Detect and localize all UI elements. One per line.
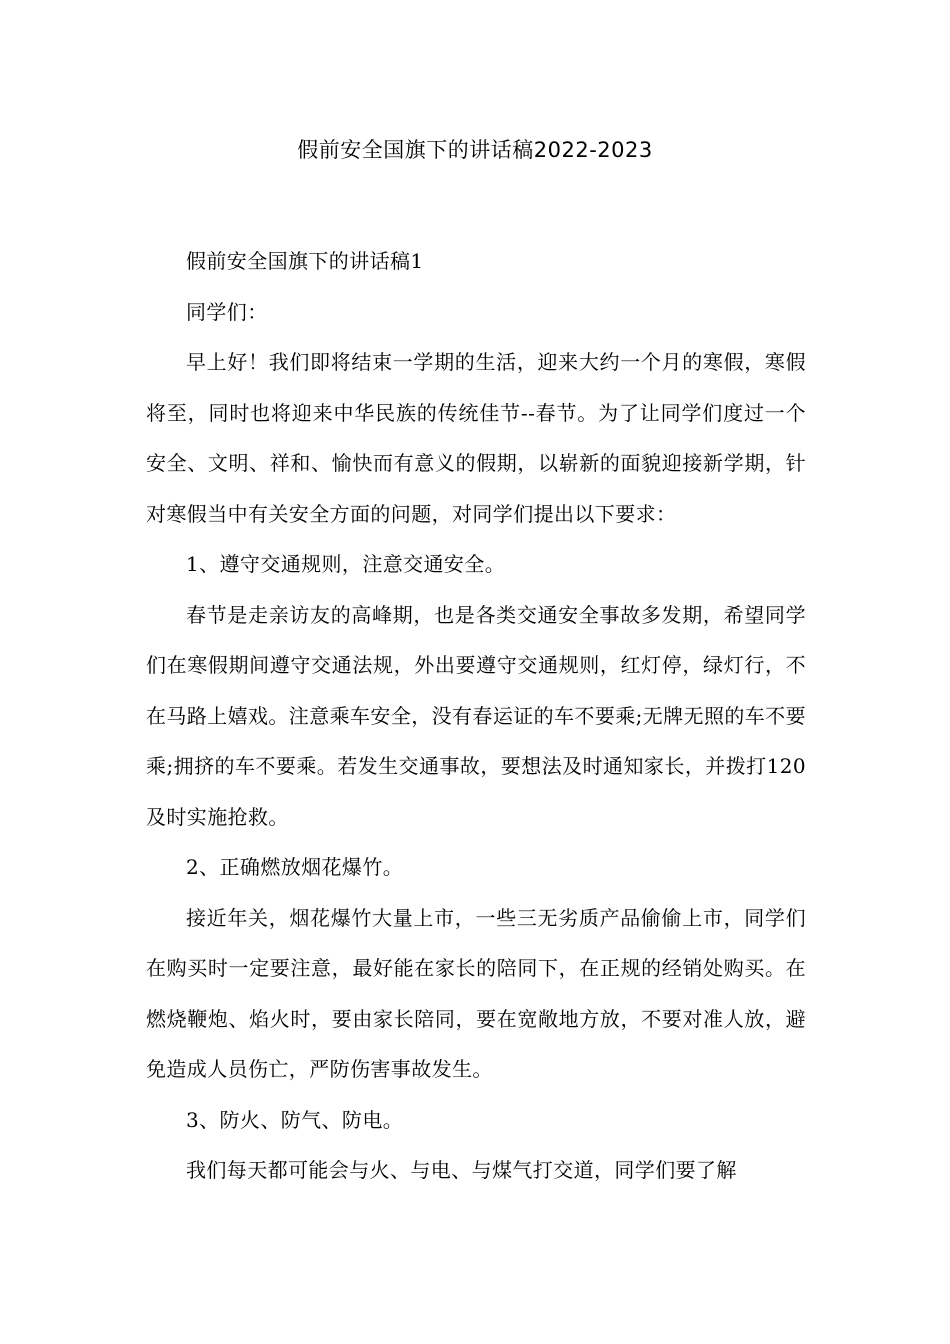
section-heading-fireworks: 2、正确燃放烟花爆竹。 — [186, 855, 404, 879]
document-body — [146, 236, 806, 1196]
body-paragraph: 春节是走亲访友的高峰期，也是各类交通安全事故多发期，希望同学们在寒假期间遵守交通法规，外出要遵守交通规则，红灯停，绿灯行，不在马路上嬉戏。注意乘车安全，没有春运证的车不要乘;无牌无照的车不要乘;拥挤的车不要乘。若发生交通事故，要想法及时通知家长，并拨打120及时实施抢救。 — [146, 602, 806, 829]
salutation: 同学们： — [186, 299, 268, 324]
document-title: 假前安全国旗下的讲话稿2022-2023 — [297, 138, 653, 162]
section-heading-traffic: 1、遵守交通规则，注意交通安全。 — [186, 552, 506, 576]
body-paragraph: 我们每天都可能会与火、与电、与煤气打交道，同学们要了解 — [186, 1158, 737, 1182]
speech-heading: 假前安全国旗下的讲话稿1 — [186, 249, 424, 273]
section-heading-fire-gas-electricity: 3、防火、防气、防电。 — [186, 1107, 404, 1132]
body-paragraph: 早上好！我们即将结束一学期的生活，迎来大约一个月的寒假，寒假将至，同时也将迎来中华民族的传统佳节--春节。为了让同学们度过一个安全、文明、祥和、愉快而有意义的假期，以崭新的面貌迎接新学期，针对寒假当中有关安全方面的问题，对同学们提出以下要求： — [146, 350, 806, 526]
body-paragraph: 接近年关，烟花爆竹大量上市，一些三无劣质产品偷偷上市，同学们在购买时一定要注意，最好能在家长的陪同下，在正规的经销处购买。在燃烧鞭炮、焰火时，要由家长陪同，要在宽敞地方放，不要对准人放，避免造成人员伤亡，严防伤害事故发生。 — [146, 905, 806, 1081]
